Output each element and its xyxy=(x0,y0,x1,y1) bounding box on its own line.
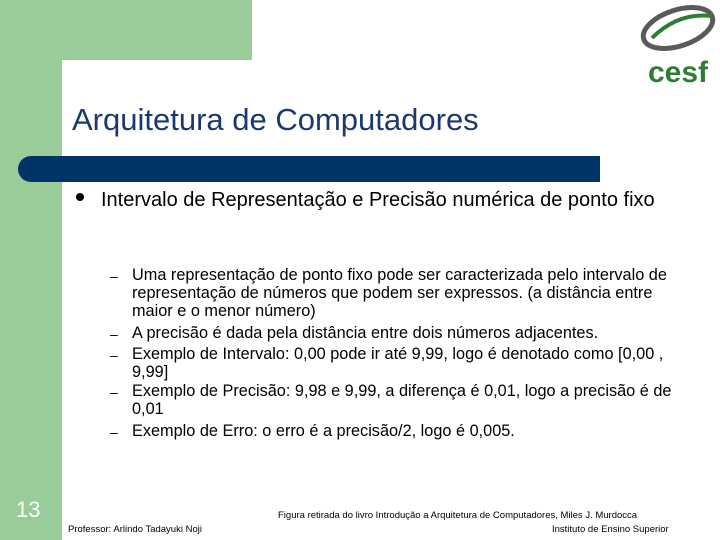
logo-text: cesf xyxy=(647,56,709,89)
sub-bullet-item: Exemplo de Erro: o erro é a precisão/2, logo é 0,005. xyxy=(132,422,515,440)
slide-title: Arquitetura de Computadores xyxy=(72,102,479,137)
sub-bullet-item: A precisão é dada pela distância entre dois números adjacentes. xyxy=(132,324,599,342)
title-underline-bar xyxy=(18,156,600,182)
dash-icon: – xyxy=(110,326,118,342)
figure-caption: Figura retirada do livro Introdução a Arquitetura de Computadores, Miles J. Murdocca xyxy=(278,510,638,521)
dash-icon: – xyxy=(110,268,118,284)
sub-bullet-item: Exemplo de Precisão: 9,98 e 9,99, a diferença é 0,01, logo a precisão é de 0,01 xyxy=(132,382,672,418)
author-footer: Professor: Arlindo Tadayuki Noji xyxy=(68,524,202,535)
bullet-dot-icon xyxy=(76,193,84,201)
dash-icon: – xyxy=(110,347,118,363)
institution-caption: Instituto de Ensino Superior xyxy=(552,524,669,535)
dash-icon: – xyxy=(110,384,118,400)
sub-bullet-item: Uma representação de ponto fixo pode ser caracterizada pelo intervalo de representação de números que podem ser expressos. (a distância entre maior e o menor número) xyxy=(132,266,667,320)
left-green-strip xyxy=(0,60,62,540)
top-left-green-block xyxy=(0,0,252,60)
page-number: 13 xyxy=(16,497,41,522)
cesf-logo xyxy=(638,2,718,94)
main-bullet: Intervalo de Representação e Precisão numérica de ponto fixo xyxy=(101,189,655,211)
sub-bullet-item: Exemplo de Intervalo: 0,00 pode ir até 9,99, logo é denotado como [0,00 , 9,99] xyxy=(132,345,664,381)
dash-icon: – xyxy=(110,424,118,440)
